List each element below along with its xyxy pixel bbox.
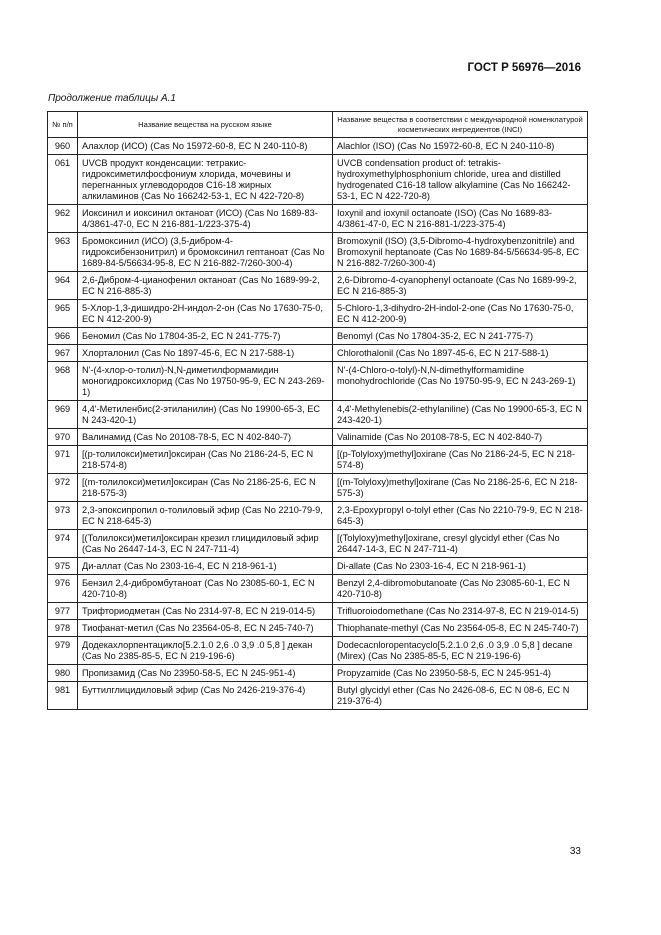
cell-number: 979 — [48, 637, 78, 665]
header-number: № п/п — [48, 112, 78, 138]
cell-number: 972 — [48, 474, 78, 502]
table-row — [48, 138, 588, 155]
cell-number: 975 — [48, 558, 78, 575]
table-row — [48, 205, 588, 233]
cell-number: 976 — [48, 575, 78, 603]
cell-inci-name: 2,6-Dibromo-4-cyanophenyl octanoate (Cas No 1689-99-2, EC N 216-885-3) — [333, 272, 588, 300]
cell-russian-name: Додекахлорпентацикло[5.2.1.0 2,6 .0 3,9 .0 5,8 ] декан (Cas No 2385-85-5, EC N 219-196-6) — [78, 637, 333, 665]
cell-russian-name: Валинамид (Cas No 20108-78-5, EC N 402-840-7) — [78, 429, 333, 446]
table-row — [48, 620, 588, 637]
cell-russian-name: Ди-аллат (Cas No 2303-16-4, EC N 218-961-1) — [78, 558, 333, 575]
standard-number: ГОСТ Р 56976—2016 — [467, 62, 581, 74]
cell-russian-name: 5-Хлор-1,3-дишидро-2Н-индол-2-он (Cas No 17630-75-0, EC N 412-200-9) — [78, 300, 333, 328]
table-row — [48, 502, 588, 530]
table-row — [48, 362, 588, 401]
cell-number: 980 — [48, 665, 78, 682]
cell-number: 973 — [48, 502, 78, 530]
table-row — [48, 155, 588, 205]
cell-inci-name: Dodecacnloropentacyclo[5.2.1.0 2,6 .0 3,9 .0 5,8 ] decane (Mirex) (Cas No 2385-85-5, EC N 219-196-6) — [333, 637, 588, 665]
cell-russian-name: 4,4'-Метиленбис(2-этиланилин) (Cas No 19900-65-3, EC N 243-420-1) — [78, 401, 333, 429]
cell-inci-name: Ioxynil and ioxynil octanoate (ISO) (Cas No 1689-83-4/3861-47-0, EC N 216-881-1/223-375-4) — [333, 205, 588, 233]
cell-russian-name: Буттилглицидиловый эфир (Cas No 2426-219-376-4) — [78, 682, 333, 710]
cell-russian-name: Хлорталонил (Cas No 1897-45-6, EC N 217-588-1) — [78, 345, 333, 362]
cell-inci-name: 5-Chloro-1,3-dihydro-2H-indol-2-one (Cas No 17630-75-0, EC N 412-200-9) — [333, 300, 588, 328]
cell-russian-name: 2,6-Дибром-4-цианофенил октаноат (Cas No 1689-99-2, EC N 216-885-3) — [78, 272, 333, 300]
substances-table — [47, 111, 588, 710]
cell-russian-name: N'-(4-хлор-о-толил)-N,N-диметилформамидин моногидроксихлорид (Cas No 19750-95-9, EC N 243-269-1) — [78, 362, 333, 401]
cell-russian-name: Трифториодметан (Cas No 2314-97-8, EC N 219-014-5) — [78, 603, 333, 620]
page-number: 33 — [569, 846, 581, 857]
cell-inci-name: 4,4'-Methylenebis(2-ethylaniline) (Cas No 19900-65-3, EC N 243-420-1) — [333, 401, 588, 429]
cell-inci-name: [(p-Tolyloxy)methyl]oxirane (Cas No 2186-24-5, EC N 218-574-8) — [333, 446, 588, 474]
cell-number: 981 — [48, 682, 78, 710]
table-row — [48, 272, 588, 300]
cell-russian-name: Пропизамид (Cas No 23950-58-5, EC N 245-951-4) — [78, 665, 333, 682]
table-row — [48, 429, 588, 446]
cell-inci-name: Alachlor (ISO) (Cas No 15972-60-8, EC N 240-110-8) — [333, 138, 588, 155]
table-row — [48, 401, 588, 429]
cell-inci-name: N'-(4-Chloro-o-tolyl)-N,N-dimethylformamidine monohydrochloride (Cas No 19750-95-9, EC N 243-269-1) — [333, 362, 588, 401]
cell-russian-name: Алахлор (ИСО) (Cas No 15972-60-8, EC N 240-110-8) — [78, 138, 333, 155]
cell-russian-name: 2,3-эпоксипропил о-толиловый эфир (Cas No 2210-79-9, EC N 218-645-3) — [78, 502, 333, 530]
table-row — [48, 575, 588, 603]
cell-inci-name: Trifluoroiodomethane (Cas No 2314-97-8, EC N 219-014-5) — [333, 603, 588, 620]
table-header-row — [48, 112, 588, 138]
cell-inci-name: [(m-Tolyloxy)methyl]oxirane (Cas No 2186-25-6, EC N 218-575-3) — [333, 474, 588, 502]
table-row — [48, 345, 588, 362]
table-row — [48, 682, 588, 710]
cell-number: 968 — [48, 362, 78, 401]
cell-number: 970 — [48, 429, 78, 446]
cell-inci-name: Di-allate (Cas No 2303-16-4, EC N 218-961-1) — [333, 558, 588, 575]
cell-number: 971 — [48, 446, 78, 474]
cell-russian-name: Иоксинил и иоксинил октаноат (ИСО) (Cas No 1689-83-4/3861-47-0, EC N 216-881-1/223-375-4) — [78, 205, 333, 233]
table-row — [48, 637, 588, 665]
table-row — [48, 446, 588, 474]
cell-russian-name: Беномил (Cas No 17804-35-2, EC N 241-775-7) — [78, 328, 333, 345]
cell-russian-name: Тиофанат-метил (Cas No 23564-05-8, EC N 245-740-7) — [78, 620, 333, 637]
cell-russian-name: Бензил 2,4-дибромбутаноат (Cas No 23085-60-1, EC N 420-710-8) — [78, 575, 333, 603]
cell-inci-name: Valinamide (Cas No 20108-78-5, EC N 402-840-7) — [333, 429, 588, 446]
cell-inci-name: Propyzamide (Cas No 23950-58-5, EC N 245-951-4) — [333, 665, 588, 682]
cell-number: 962 — [48, 205, 78, 233]
cell-russian-name: [(р-толилокси)метил]оксиран (Cas No 2186-24-5, EC N 218-574-8) — [78, 446, 333, 474]
cell-russian-name: [(Толилокси)метил]оксиран крезил глицидиловый эфир (Cas No 26447-14-3, EC N 247-711-4) — [78, 530, 333, 558]
table-row — [48, 233, 588, 272]
table-row — [48, 300, 588, 328]
cell-number: 977 — [48, 603, 78, 620]
cell-inci-name: Benomyl (Cas No 17804-35-2, EC N 241-775-7) — [333, 328, 588, 345]
cell-number: 974 — [48, 530, 78, 558]
cell-number: 978 — [48, 620, 78, 637]
cell-number: 967 — [48, 345, 78, 362]
cell-inci-name: 2,3-Epoxypropyl o-tolyl ether (Cas No 2210-79-9, EC N 218-645-3) — [333, 502, 588, 530]
cell-number: 960 — [48, 138, 78, 155]
cell-inci-name: [(Tolyloxy)methyl]oxirane, cresyl glycidyl ether (Cas No 26447-14-3, EC N 247-711-4) — [333, 530, 588, 558]
table-continuation-label: Продолжение таблицы А.1 — [48, 93, 176, 104]
cell-russian-name: [(m-толилокси)метил]оксиран (Cas No 2186-25-6, EC N 218-575-3) — [78, 474, 333, 502]
table-row — [48, 530, 588, 558]
cell-number: 969 — [48, 401, 78, 429]
cell-inci-name: Bromoxynil (ISO) (3,5-Dibromo-4-hydroxybenzonitrile) and Bromoxynil heptanoate (Cas No 1689-84-5/56634-95-8, EC N 216-882-7/260-300-4) — [333, 233, 588, 272]
cell-inci-name: Thiophanate-methyl (Cas No 23564-05-8, EC N 245-740-7) — [333, 620, 588, 637]
cell-inci-name: Butyl glycidyl ether (Cas No 2426-08-6, EC N 08-6, EC N 219-376-4) — [333, 682, 588, 710]
table-row — [48, 665, 588, 682]
cell-russian-name: Бромоксинил (ИСО) (3,5-дибром-4-гидроксибензонитрил) и бромоксинил гептаноат (Cas No 1689-84-5/56634-95-8, EC N 216-882-7/260-300-4) — [78, 233, 333, 272]
cell-number: 966 — [48, 328, 78, 345]
table-row — [48, 558, 588, 575]
cell-number: 964 — [48, 272, 78, 300]
cell-number: 963 — [48, 233, 78, 272]
cell-inci-name: Chlorothalonil (Cas No 1897-45-6, EC N 217-588-1) — [333, 345, 588, 362]
cell-inci-name: Benzyl 2,4-dibromobutanoate (Cas No 23085-60-1, EC N 420-710-8) — [333, 575, 588, 603]
table-row — [48, 603, 588, 620]
header-inci-name: Название вещества в соответствии с международной номенклатурой косметических ингредиентов (INCI) — [333, 112, 588, 138]
cell-inci-name: UVCB condensation product of: tetrakis-hydroxymethylphosphonium chloride, urea and distilled hydrogenated C16-18 tallow alkylamine (Cas No 166242-53-1, EC N 422-720-8) — [333, 155, 588, 205]
cell-russian-name: UVCB продукт конденсации: тетракис-гидроксиметилфосфониум хлорида, мочевины и перегнанных углеводородов C16-18 жирных алкиламинов (Cas No 166242-53-1, EC N 422-720-8) — [78, 155, 333, 205]
table-row — [48, 474, 588, 502]
cell-number: 965 — [48, 300, 78, 328]
table-row — [48, 328, 588, 345]
cell-number: 061 — [48, 155, 78, 205]
header-russian-name: Название вещества на русском языке — [78, 112, 333, 138]
